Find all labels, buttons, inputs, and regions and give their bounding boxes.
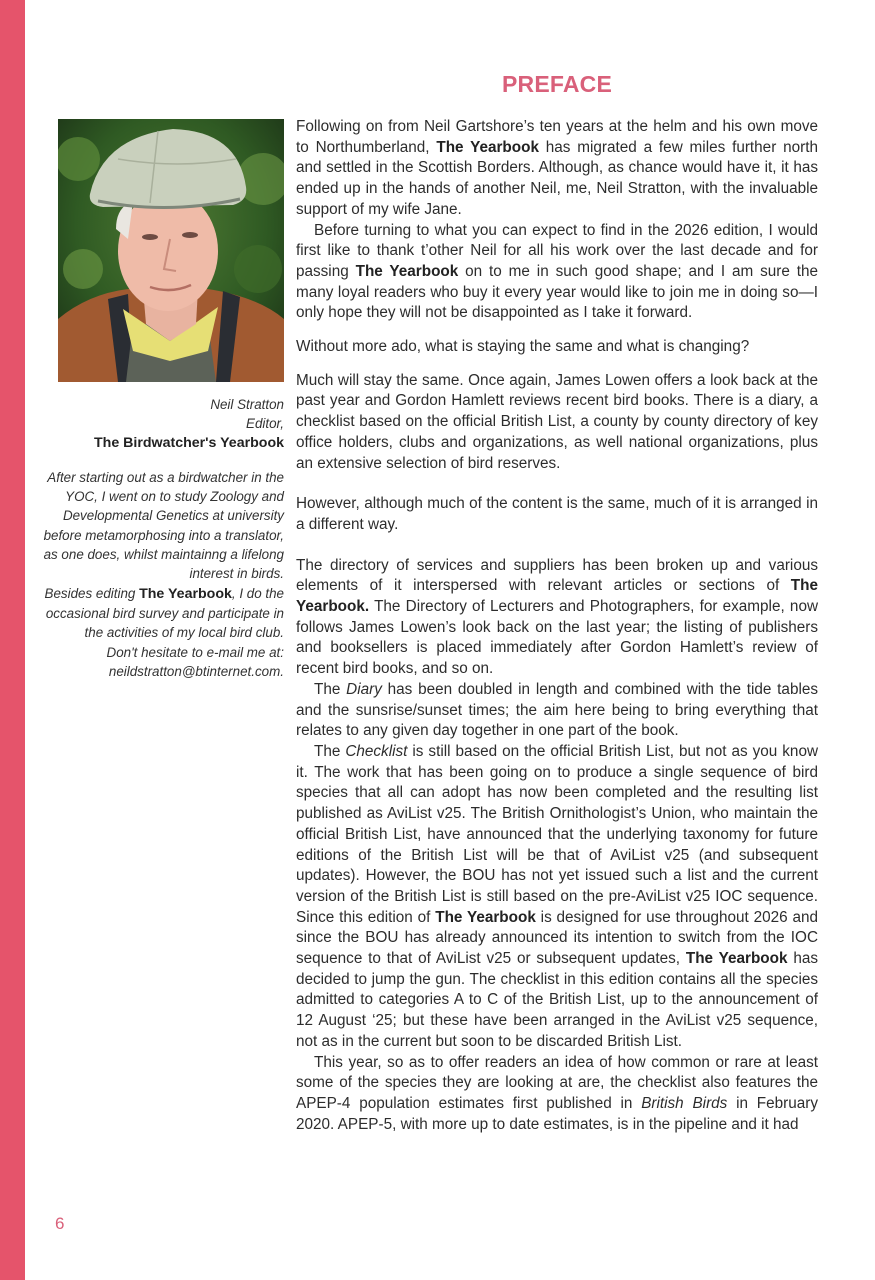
paragraph-5: However, although much of the content is the same, much of it is arranged in a different way. bbox=[296, 495, 818, 533]
page-side-bar bbox=[0, 0, 25, 1280]
editor-caption bbox=[40, 395, 284, 681]
paragraph-1: Following on from Neil Gartshore’s ten years at the helm and his own move to Northumberland, The Yearbook has migrated a few miles further north and settled in the Scottish Borders. Although, as chance would have it, it has ended up in the hands of another Neil, me, Neil Stratton, with the invaluable support of my wife Jane. bbox=[296, 118, 818, 218]
preface-body bbox=[296, 117, 818, 1135]
editor-role: Editor, bbox=[246, 416, 284, 432]
editor-bio: After starting out as a birdwatcher in the YOC, I went on to study Zoology and Developmental Genetics at university before metamorphosing into a translator, as one does, whilst maintainng a lifelong interest in birds. bbox=[43, 469, 284, 582]
editor-email-link[interactable]: neildstratton@btinternet.com. bbox=[108, 663, 284, 679]
publication-name: The Birdwatcher's Yearbook bbox=[94, 434, 284, 451]
paragraph-4: Much will stay the same. Once again, James Lowen offers a look back at the past year and Gordon Hamlett reviews recent bird books. There is a diary, a checklist based on the official British List, a county by county directory of key office holders, clubs and organizations, as well national organizations, plus an extensive selection of bird reserves. bbox=[296, 371, 818, 472]
editor-activities: Besides editing The Yearbook, I do the occasional bird survey and participate in the activities of my local bird club. bbox=[44, 585, 284, 641]
paragraph-9: This year, so as to offer readers an idea of how common or rare at least some of the species they are looking at are, the checklist also features the APEP-4 population estimates first published in British Birds in February 2020. APEP-5, with more up to date estimates, is in the pipeline and it had bbox=[296, 1053, 818, 1133]
paragraph-7: The Diary has been doubled in length and combined with the tide tables and the sunsrise/sunset times; the aim here being to bring everything that relates to any given day together in one part of the book. bbox=[296, 680, 818, 740]
paragraph-3: Without more ado, what is staying the same and what is changing? bbox=[296, 338, 750, 356]
page-number: 6 bbox=[55, 1214, 65, 1233]
paragraph-2: Before turning to what you can expect to find in the 2026 edition, I would first like to thank t’other Neil for all his work over the last decade and for passing The Yearbook on to me in such good shape; and I am sure the many loyal readers who buy it every year would like to join me in doing so—I only hope they will not be disappointed as I take it forward. bbox=[296, 221, 818, 322]
editor-name: Neil Stratton bbox=[210, 397, 284, 412]
yearbook-name: The Yearbook bbox=[139, 585, 232, 602]
paragraph-6: The directory of services and suppliers has been broken up and various elements of it interspersed with relevant articles or sections of The Yearbook. The Directory of Lecturers and Photographers, for example, now follows James Lowen’s look back on the last year; the listing of publishers and booksellers is placed immediately after Gordon Hamlett’s review of recent bird books, and so on. bbox=[296, 556, 818, 678]
portrait-image-icon bbox=[58, 119, 284, 382]
contact-prompt: Don't hesitate to e-mail me at: bbox=[106, 644, 284, 660]
editor-photo bbox=[58, 119, 284, 382]
paragraph-8: The Checklist is still based on the official British List, but not as you know it. The work that has been going on to produce a single sequence of bird species that all can adopt has now been completed and the resulting list published as AviList v25. The British Ornithologist’s Union, who maintain the official British List, have announced that the underlying taxonomy for future editions of the British List will be that of AviList v25 (and subsequent updates). However, the BOU has not yet issued such a list and the current version of the British List is still based on the pre-AviList v25 IOC sequence. Since this edition of The Yearbook is designed for use throughout 2026 and since the BOU has already announced its intention to switch from the IOC sequence to that of AviList v25 or subsequent updates, The Yearbook has decided to jump the gun. The checklist in this edition contains all the species admitted to categories A to C of the British List, up to the announcement of 12 August ‘25; but these have been arranged in the AviList v25 sequence, not as in the current but soon to be discarded British List. bbox=[296, 742, 818, 1050]
page-title: PREFACE bbox=[501, 71, 613, 97]
